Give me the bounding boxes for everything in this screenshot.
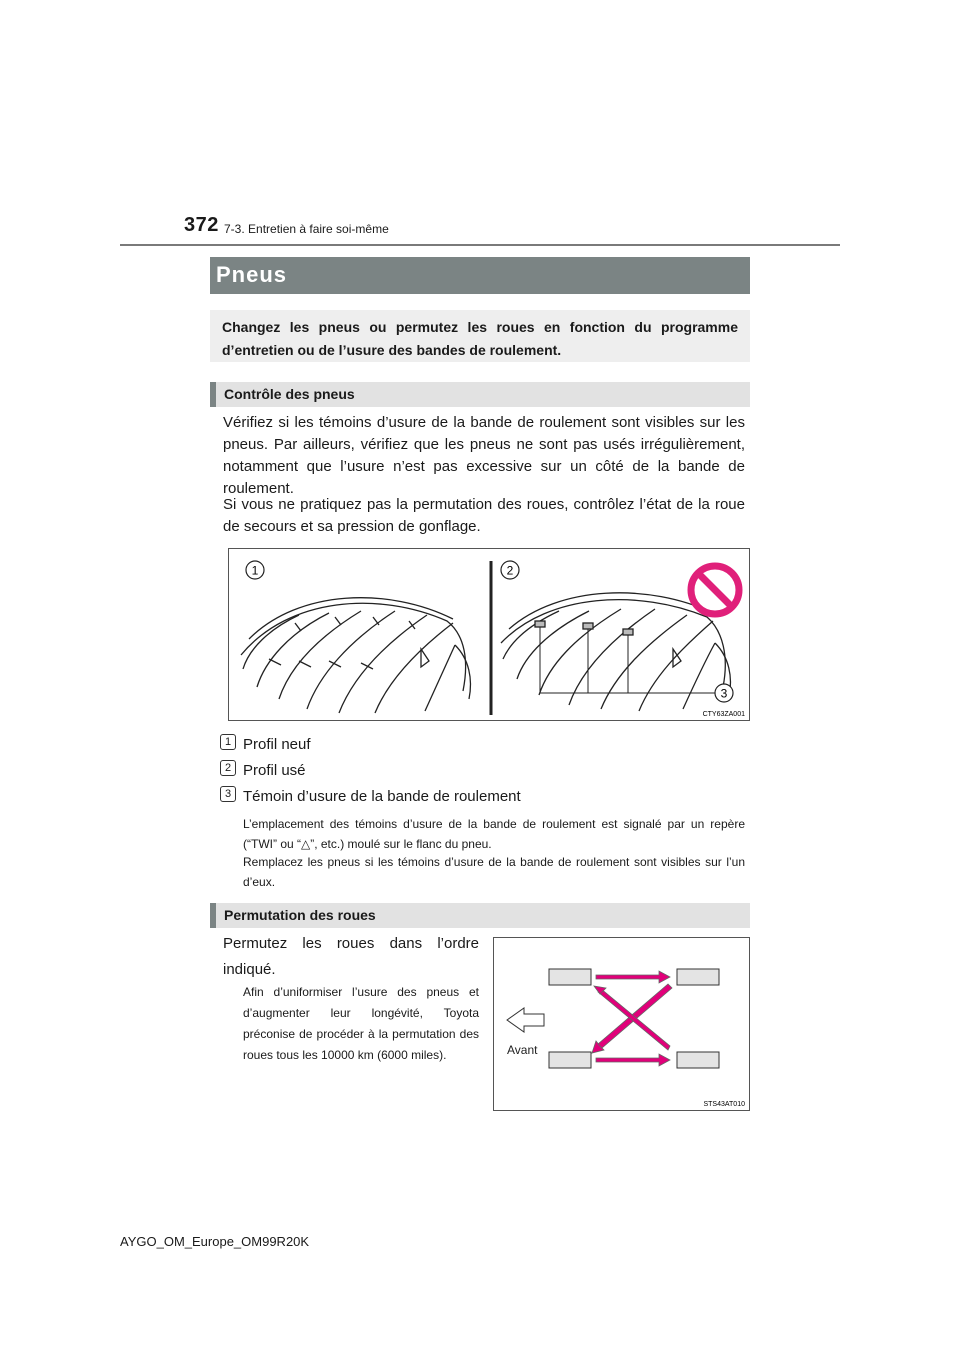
document-footer: AYGO_OM_Europe_OM99R20K (120, 1234, 310, 1249)
page-title: Pneus (210, 257, 750, 294)
rotation-arrows (592, 971, 672, 1066)
wear-indicator-note: L’emplacement des témoins d’usure de la bande de roulement est signalé par un repère (“TWI” ou “△”, etc.) moulé sur le flanc du pneu. (243, 817, 745, 851)
figure-marker-2 (501, 561, 519, 579)
wheel-front-left (549, 969, 591, 985)
header-rule (120, 244, 840, 246)
wear-indicator-leaders (540, 627, 715, 693)
wheel-rear-left (677, 969, 719, 985)
page-number: 372 (184, 214, 219, 236)
svg-text:2: 2 (506, 563, 514, 578)
legend-text-1: Profil neuf (243, 736, 311, 753)
subheading-wheel-rotation: Permutation des roues (210, 903, 750, 928)
intro-box (210, 310, 750, 362)
section-reference: 7-3. Entretien à faire soi-même (224, 222, 389, 236)
wheel-front-right (549, 1052, 591, 1068)
tire-tread-illustration (229, 549, 749, 720)
legend-number-3: 3 (220, 786, 236, 802)
new-tread-tire (241, 598, 470, 713)
figure-marker-1 (246, 561, 264, 579)
subheading-tire-check: Contrôle des pneus (210, 382, 750, 407)
wheel-rotation-figure (493, 937, 750, 1111)
front-direction-arrow (507, 1008, 544, 1032)
figure-marker-3 (715, 684, 733, 702)
legend-number-2: 2 (220, 760, 236, 776)
intro-text: Changez les pneus ou permutez les roues en fonction du programme d’entretien ou de l’usure des bandes de roulement. (222, 319, 738, 358)
figure-code: CTY63ZA001 (702, 711, 745, 718)
tire-check-paragraph-1: Vérifiez si les témoins d’usure de la bande de roulement sont visibles sur les pneus. Par ailleurs, vérifiez que les pneus ne sont pas usés irrégulièrement, notamment que l’usure n’est pas excessive sur un côté de la bande de roulement. (223, 414, 745, 497)
rotation-note: Afin d’uniformiser l’usure des pneus et d’augmenter leur longévité, Toyota préconise de procéder à la permutation des roues tous les 10000 km (6000 miles). (243, 985, 479, 1062)
prohibited-icon (691, 566, 739, 614)
svg-text:3: 3 (720, 686, 728, 701)
replace-tires-note: Remplacez les pneus si les témoins d’usure de la bande de roulement sont visibles sur l’un d’eux. (243, 855, 745, 889)
tire-check-paragraph-2: Si vous ne pratiquez pas la permutation des roues, contrôlez l’état de la roue de secours et sa pression de gonflage. (223, 496, 745, 535)
legend-text-3: Témoin d’usure de la bande de roulement (243, 788, 521, 805)
tire-tread-figure (228, 548, 750, 721)
rotation-paragraph: Permutez les roues dans l’ordre indiqué. (223, 935, 479, 978)
svg-text:1: 1 (251, 563, 259, 578)
front-label: Avant (507, 1043, 538, 1057)
wheel-rear-right (677, 1052, 719, 1068)
rotation-figure-code: STS43AT010 (703, 1101, 745, 1108)
legend-number-1: 1 (220, 734, 236, 750)
legend-text-2: Profil usé (243, 762, 306, 779)
wheel-rotation-diagram (494, 938, 749, 1110)
